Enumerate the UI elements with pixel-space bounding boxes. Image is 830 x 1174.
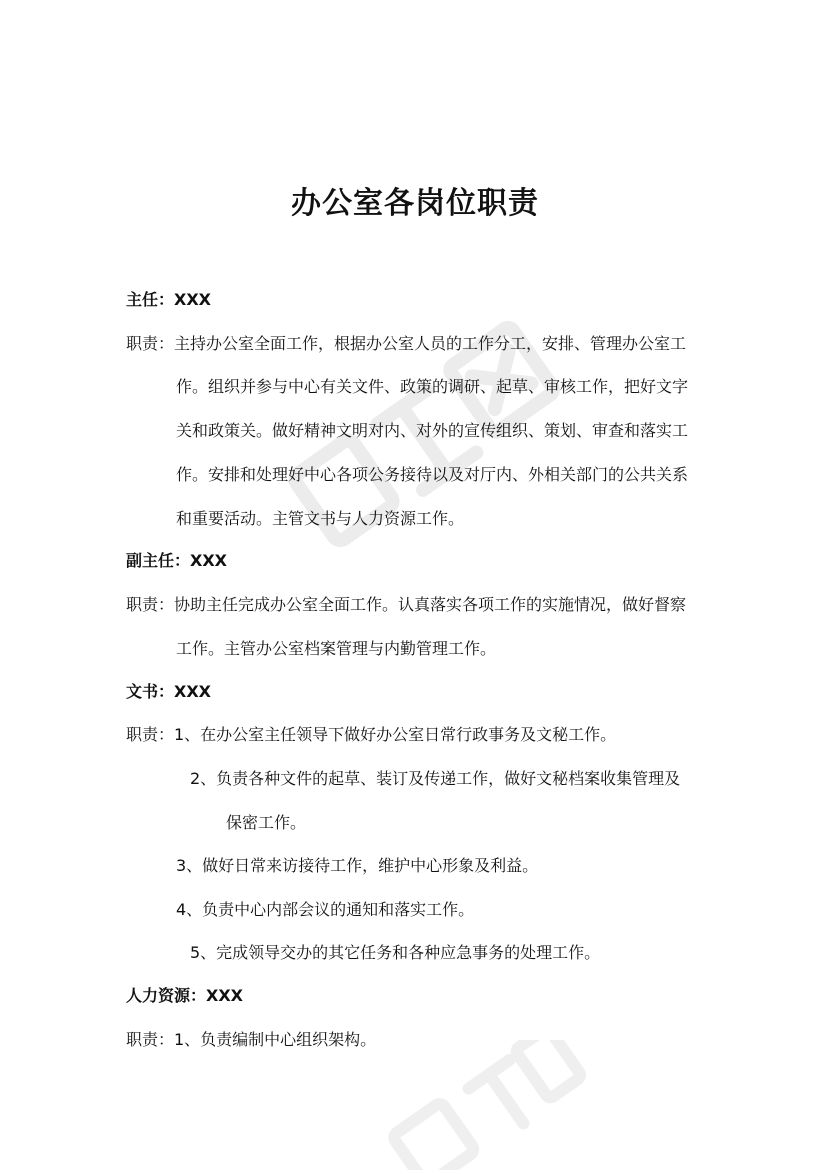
paragraph-line: 工作。主管办公室档案管理与内勤管理工作。 [176,639,497,658]
list-item: 2、负责各种文件的起草、装订及传递工作，做好文秘档案收集管理及 [190,769,681,788]
paragraph-line: 职责：1、在办公室主任领导下做好办公室日常行政事务及文秘工作。 [126,725,617,744]
section-heading-director: 主任：XXX [126,290,212,309]
paragraph-line: 作。组织并参与中心有关文件、政策的调研、起草、审核工作，把好文字 [176,377,689,396]
list-item-continuation: 保密工作。 [226,813,307,832]
section-heading-clerk: 文书：XXX [126,682,212,701]
section-heading-hr: 人力资源：XXX [126,986,244,1005]
list-item: 4、负责中心内部会议的通知和落实工作。 [176,900,475,919]
page-title: 办公室各岗位职责 [291,186,539,221]
paragraph-line: 职责：1、负责编制中心组织架构。 [126,1030,377,1049]
paragraph-line: 作。安排和处理好中心各项公务接待以及对厅内、外相关部门的公共关系 [176,465,689,484]
paragraph-line: 关和政策关。做好精神文明对内、对外的宣传组织、策划、审查和落实工 [176,421,689,440]
watermark-graphic-bottom [360,1040,600,1170]
section-heading-deputy-director: 副主任：XXX [126,551,228,570]
paragraph-line: 职责：协助主任完成办公室全面工作。认真落实各项工作的实施情况，做好督察 [126,595,687,614]
list-item: 5、完成领导交办的其它任务和各种应急事务的处理工作。 [190,943,601,962]
paragraph-line: 和重要活动。主管文书与人力资源工作。 [176,509,465,528]
list-item: 3、做好日常来访接待工作，维护中心形象及利益。 [176,856,539,875]
paragraph-line: 职责：主持办公室全面工作，根据办公室人员的工作分工，安排、管理办公室工 [126,334,687,353]
